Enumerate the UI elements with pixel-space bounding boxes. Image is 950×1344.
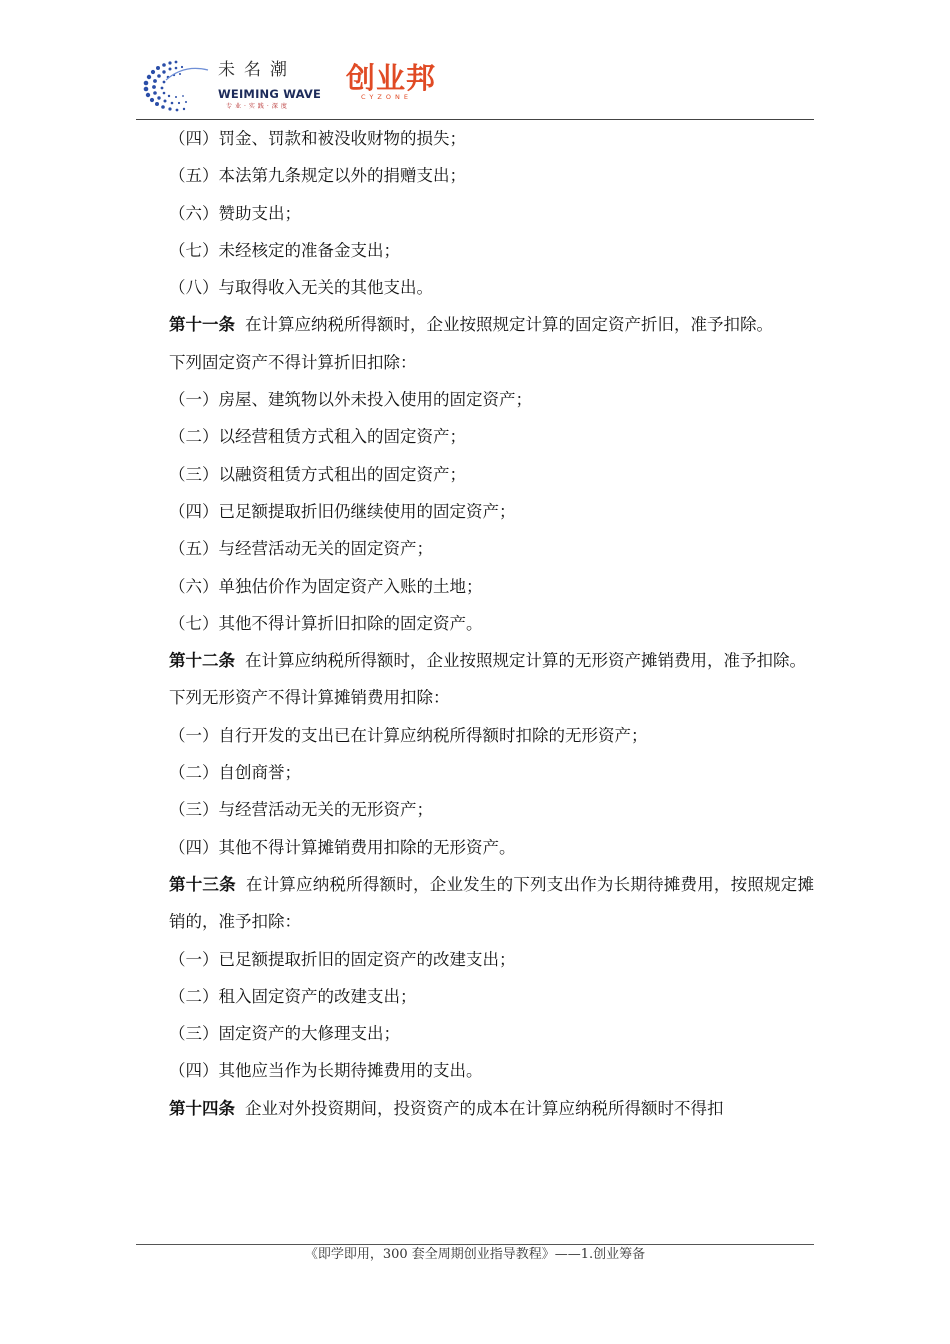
list-item: 下列固定资产不得计算折旧扣除： [169, 352, 417, 372]
list-item: 下列无形资产不得计算摊销费用扣除： [169, 688, 450, 708]
page-footer: 《即学即用，300 套全周期创业指导教程》——1.创业筹备 [304, 1247, 646, 1262]
list-item: （三）固定资产的大修理支出； [169, 1024, 400, 1044]
footer-divider [136, 1244, 814, 1245]
list-item: （三）与经营活动无关的无形资产； [169, 800, 433, 820]
article-text: 在计算应纳税所得额时，企业按照规定计算的固定资产折旧，准予扣除。 [245, 315, 773, 335]
list-item: （五）与经营活动无关的固定资产； [169, 539, 433, 559]
list-item: （四）罚金、罚款和被没收财物的损失； [169, 129, 466, 148]
article-text: 企业对外投资期间，投资资产的成本在计算应纳税所得额时不得扣 [245, 1098, 724, 1118]
list-item: （一）自行开发的支出已在计算应纳税所得额时扣除的无形资产； [169, 725, 648, 745]
list-item: （五）本法第九条规定以外的捐赠支出； [169, 166, 466, 186]
list-item: （六）赞助支出； [169, 203, 301, 223]
article-number: 第十一条 [169, 315, 235, 335]
logo-chinese-name: 未名潮 [218, 60, 296, 80]
list-item: （六）单独估价作为固定资产入账的土地； [169, 576, 483, 596]
list-item: （七）其他不得计算折旧扣除的固定资产。 [169, 613, 483, 633]
article-number: 第十三条 [169, 874, 236, 894]
cyzone-brand-chinese: 创业邦 [346, 61, 437, 95]
list-item: （四）其他不得计算摊销费用扣除的无形资产。 [169, 837, 516, 857]
list-item: （八）与取得收入无关的其他支出。 [169, 278, 433, 298]
list-item: （一）已足额提取折旧的固定资产的改建支出； [169, 949, 516, 969]
weiming-wave-swirl-logo [136, 56, 210, 116]
article-paragraph [138, 306, 814, 343]
article-text: 在计算应纳税所得额时，企业按照规定计算的无形资产摊销费用，准予扣除。 [245, 651, 806, 671]
logo-english-name: WEIMING WAVE [218, 87, 322, 101]
article-text: 在计算应纳税所得额时，企业发生的下列支出作为长期待摊费用，按照规定摊销的，准予扣除： [169, 874, 815, 932]
list-item: （四）已足额提取折旧仍继续使用的固定资产； [169, 501, 516, 521]
logo-tagline: 专业·实践·深度 [226, 103, 290, 110]
list-item: （二）自创商誉； [169, 763, 301, 783]
article-paragraph [138, 642, 814, 679]
list-item: （四）其他应当作为长期待摊费用的支出。 [169, 1061, 483, 1081]
article-number: 第十二条 [169, 651, 235, 671]
list-item: （七）未经核定的准备金支出； [169, 240, 400, 260]
weiming-wave-wordmark [218, 60, 328, 111]
article-paragraph [138, 866, 814, 941]
list-item: （二）以经营租赁方式租入的固定资产； [169, 427, 466, 447]
list-item: （三）以融资租赁方式租出的固定资产； [169, 464, 466, 484]
list-item: （二）租入固定资产的改建支出； [169, 986, 417, 1006]
cyzone-brand-english: CYZONE [361, 93, 412, 101]
article-paragraph [138, 1090, 814, 1127]
article-number: 第十四条 [169, 1098, 235, 1118]
list-item: （一）房屋、建筑物以外未投入使用的固定资产； [169, 390, 532, 410]
page-header [136, 50, 816, 120]
document-body [138, 120, 814, 1127]
